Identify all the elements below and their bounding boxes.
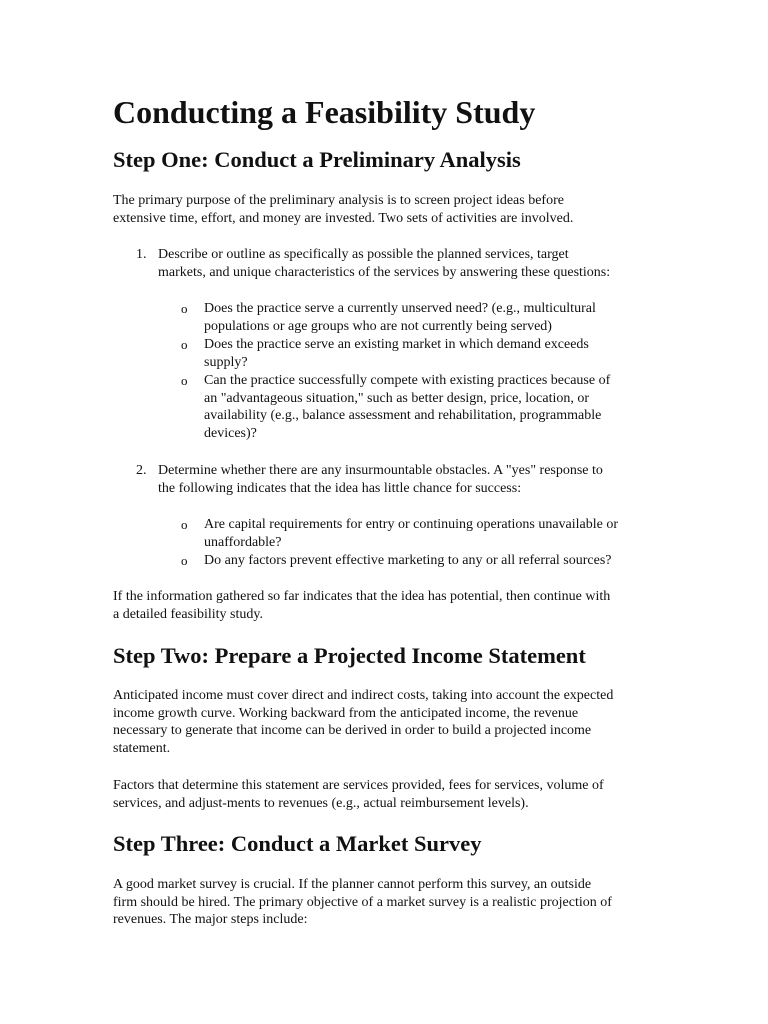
text-line: Are capital requirements for entry or continuing operations unavailable or	[204, 517, 619, 532]
text-line: necessary to generate that income can be derived in order to build a projected income	[113, 723, 592, 738]
step-three-paragraph-1	[113, 876, 653, 929]
text-line: A good market survey is crucial. If the planner cannot perform this survey, an outside	[113, 877, 592, 892]
list-number-1: 1.	[136, 247, 147, 262]
bullet-item	[204, 336, 644, 371]
text-line: markets, and unique characteristics of the services by answering these questions:	[158, 264, 611, 280]
list-item-1-text	[158, 246, 658, 281]
document-title: Conducting a Feasibility Study	[113, 94, 536, 130]
text-line: Can the practice successfully compete with existing practices because of	[204, 373, 611, 388]
bullet-marker: o	[181, 337, 188, 352]
bullet-item	[204, 300, 644, 335]
text-line: Anticipated income must cover direct and indirect costs, taking into account the expected	[113, 688, 614, 703]
text-line: Factors that determine this statement are services provided, fees for services, volume of	[113, 778, 604, 793]
bullet-marker: o	[181, 301, 188, 316]
text-line: Do any factors prevent effective marketing to any or all referral sources?	[204, 553, 612, 568]
step-one-conclusion	[113, 588, 653, 623]
text-line: Determine whether there are any insurmountable obstacles. A "yes" response to	[158, 463, 603, 478]
text-line: devices)?	[204, 425, 257, 441]
text-line: revenues. The major steps include:	[113, 912, 308, 927]
bullet-item	[204, 552, 644, 570]
text-line: Does the practice serve a currently unserved need? (e.g., multicultural	[204, 301, 596, 316]
step-two-heading: Step Two: Prepare a Projected Income Statement	[113, 643, 586, 668]
step-three-heading: Step Three: Conduct a Market Survey	[113, 831, 482, 856]
text-line: statement.	[113, 740, 171, 756]
bullet-marker: o	[181, 553, 188, 568]
bullet-item	[204, 516, 644, 551]
text-line: a detailed feasibility study.	[113, 606, 263, 622]
text-line: The primary purpose of the preliminary analysis is to screen project ideas before	[113, 193, 564, 208]
list-item-2-text	[158, 462, 658, 497]
text-line: availability (e.g., balance assessment and rehabilitation, programmable	[204, 408, 602, 423]
bullet-marker: o	[181, 517, 188, 532]
text-line: unaffordable?	[204, 534, 282, 550]
text-line: Describe or outline as specifically as possible the planned services, target	[158, 247, 569, 262]
text-line: firm should be hired. The primary objective of a market survey is a realistic projection of	[113, 894, 612, 910]
step-two-paragraph-2	[113, 777, 653, 812]
text-line: populations or age groups who are not currently being served)	[204, 318, 552, 334]
text-line: services, and adjust-ments to revenues (e.g., actual reimbursement levels).	[113, 795, 529, 811]
text-line: supply?	[204, 354, 248, 370]
text-line: income growth curve. Working backward from the anticipated income, the revenue	[113, 705, 579, 721]
text-line: If the information gathered so far indicates that the idea has potential, then continue with	[113, 589, 611, 604]
step-one-heading: Step One: Conduct a Preliminary Analysis	[113, 147, 521, 172]
step-two-paragraph-1	[113, 687, 653, 757]
bullet-item	[204, 372, 644, 442]
text-line: the following indicates that the idea has little chance for success:	[158, 480, 522, 496]
text-line: Does the practice serve an existing market in which demand exceeds	[204, 337, 589, 352]
bullet-marker: o	[181, 373, 188, 388]
text-line: extensive time, effort, and money are invested. Two sets of activities are involved.	[113, 210, 574, 226]
text-line: an "advantageous situation," such as better design, price, location, or	[204, 390, 590, 406]
list-number-2: 2.	[136, 463, 147, 478]
step-one-intro	[113, 192, 653, 227]
